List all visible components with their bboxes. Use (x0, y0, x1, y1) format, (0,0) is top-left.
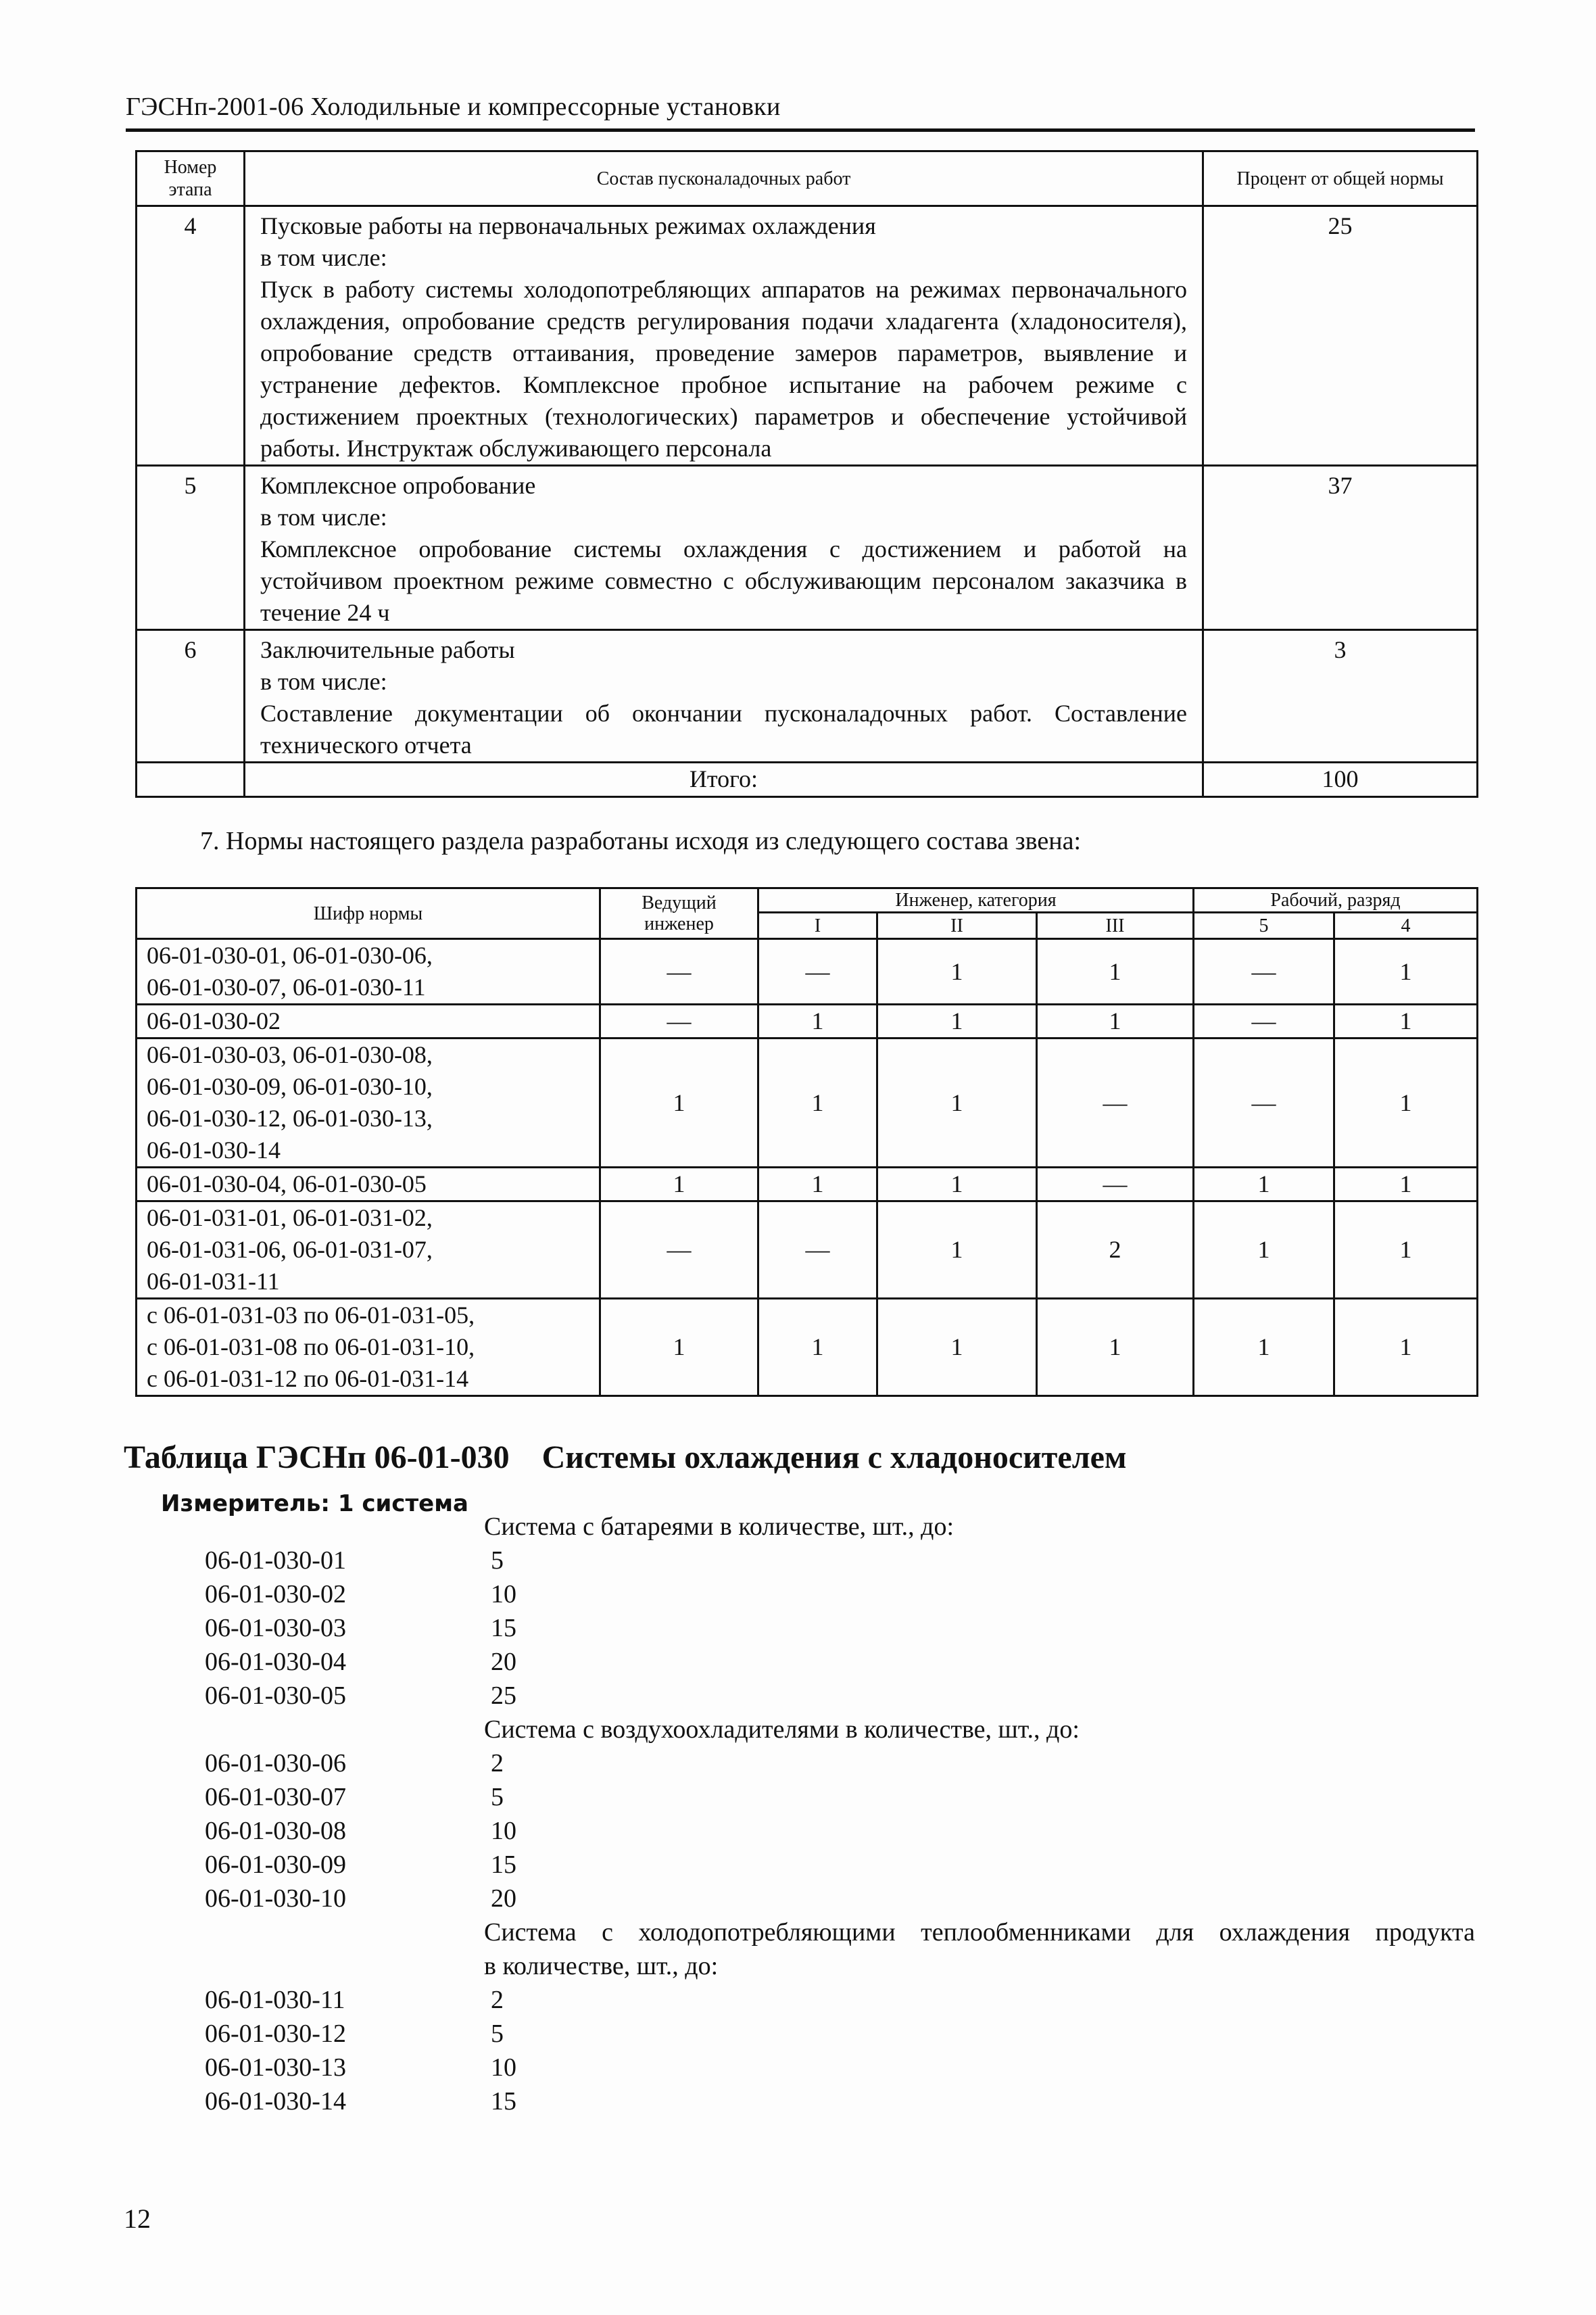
norm-code: 06-01-030-10 (205, 1884, 346, 1913)
norm-code: 06-01-030-05 (205, 1681, 346, 1710)
stage-sub: в том числе: (260, 668, 387, 695)
total-label: Итого: (245, 763, 1203, 797)
lead-engineer-count: 1 (600, 1299, 758, 1396)
stages-header-row (137, 151, 1478, 206)
norm-code-line: 06-01-030-02 (147, 1007, 281, 1034)
norm-code-line: 06-01-030-14 (147, 1137, 281, 1164)
crew-row (137, 939, 1478, 1005)
norm-code-line: 06-01-030-01, 06-01-030-06, (147, 942, 433, 969)
engineer-cat-1-count: — (758, 939, 877, 1005)
stage-title: Пусковые работы на первоначальных режимах охлаждения (260, 212, 876, 239)
engineer-cat-3-count: 2 (1037, 1201, 1194, 1299)
norm-code-line: 06-01-030-07, 06-01-030-11 (147, 974, 426, 1001)
crew-row (137, 1039, 1478, 1168)
running-header: ГЭСНп-2001-06 Холодильные и компрессорные установки (126, 93, 781, 121)
stage-body: Пуск в работу системы холодопотребляющих аппаратов на режимах первоначального охлаждения, опробование средств регулирования подачи хладагента (хладоносителя), опробование средств оттаивания, проведение замеров параметров, выявление и устранение дефектов. Комплексное пробное испытание на рабочем режиме с достижением проектных (технологических) параметров и обеспечение устойчивой работы. Инструктаж обслуживающего персонала (260, 276, 1187, 462)
col-category-2: II (877, 913, 1037, 939)
stage-percent: 25 (1203, 206, 1478, 466)
col-stage-number-line2: этапа (168, 179, 212, 200)
crew-row (137, 1299, 1478, 1396)
engineer-cat-2-count: 1 (877, 1168, 1037, 1201)
stage-content (245, 206, 1203, 466)
crew-row (137, 1201, 1478, 1299)
group-heading: Система с воздухоохладителями в количестве, шт., до: (484, 1715, 1080, 1744)
norm-value: 5 (491, 2020, 504, 2048)
group-heading-line2: в количестве, шт., до: (484, 1952, 719, 1980)
norm-code: 06-01-030-08 (205, 1817, 346, 1845)
col-work-content: Состав пусконаладочных работ (245, 151, 1203, 206)
stage-percent: 37 (1203, 466, 1478, 630)
worker-grade-5-count: — (1194, 1039, 1334, 1168)
paragraph-7: 7. Нормы настоящего раздела разработаны исходя из следующего состава звена: (200, 827, 1082, 855)
engineer-cat-3-count: — (1037, 1168, 1194, 1201)
engineer-cat-1-count: 1 (758, 1005, 877, 1039)
stage-row (137, 466, 1478, 630)
col-stage-number (137, 151, 245, 206)
norm-codes-cell (137, 1168, 600, 1201)
group-heading: Система с батареями в количестве, шт., до: (484, 1512, 954, 1541)
norm-code: 06-01-030-06 (205, 1749, 346, 1777)
stage-percent: 3 (1203, 630, 1478, 763)
norm-code: 06-01-030-04 (205, 1648, 346, 1676)
lead-engineer-count: 1 (600, 1039, 758, 1168)
col-lead-engineer-line2: инженер (644, 913, 714, 934)
engineer-cat-1-count: 1 (758, 1299, 877, 1396)
norm-code-line: с 06-01-031-03 по 06-01-031-05, (147, 1302, 475, 1329)
group-heading-line1: Система с холодопотребляющими теплообменниками для охлаждения продукта (484, 1918, 1475, 1947)
page-number: 12 (124, 2203, 151, 2234)
norm-value: 20 (491, 1884, 516, 1913)
stage-sub: в том числе: (260, 504, 387, 531)
col-category-3: III (1037, 913, 1194, 939)
norm-code-line: 06-01-030-04, 06-01-030-05 (147, 1170, 427, 1197)
worker-grade-4-count: 1 (1334, 1005, 1478, 1039)
crew-body (137, 939, 1478, 1396)
stage-title: Заключительные работы (260, 636, 515, 663)
col-norm-code: Шифр нормы (137, 888, 600, 939)
norm-value: 2 (491, 1749, 504, 1777)
engineer-cat-2-count: 1 (877, 1005, 1037, 1039)
stage-title: Комплексное опробование (260, 472, 536, 499)
total-row (137, 763, 1478, 797)
norm-codes-cell (137, 1201, 600, 1299)
stage-row (137, 630, 1478, 763)
engineer-cat-3-count: — (1037, 1039, 1194, 1168)
stage-number: 6 (137, 630, 245, 763)
lead-engineer-count: — (600, 939, 758, 1005)
norm-value: 10 (491, 1580, 516, 1608)
lead-engineer-count: 1 (600, 1168, 758, 1201)
crew-row (137, 1168, 1478, 1201)
engineer-cat-3-count: 1 (1037, 1005, 1194, 1039)
engineer-cat-3-count: 1 (1037, 939, 1194, 1005)
norm-value: 20 (491, 1648, 516, 1676)
norm-value: 10 (491, 2053, 516, 2082)
col-lead-engineer-line1: Ведущий (642, 892, 717, 913)
stage-number: 4 (137, 206, 245, 466)
engineer-cat-2-count: 1 (877, 1299, 1037, 1396)
norm-codes-cell (137, 1299, 600, 1396)
stage-body: Комплексное опробование системы охлаждения с достижением и работой на устойчивом проектном режиме совместно с обслуживающим персоналом заказчика в течение 24 ч (260, 535, 1187, 626)
norm-codes-cell (137, 1039, 600, 1168)
total-value: 100 (1203, 763, 1478, 797)
norm-value: 2 (491, 1986, 504, 2014)
norm-code: 06-01-030-02 (205, 1580, 346, 1608)
stage-body: Составление документации об окончании пусконаладочных работ. Составление технического отчета (260, 700, 1187, 759)
engineer-cat-2-count: 1 (877, 1201, 1037, 1299)
engineer-cat-1-count: 1 (758, 1168, 877, 1201)
crew-table (135, 887, 1478, 1397)
total-empty-cell (137, 763, 245, 797)
stage-number: 5 (137, 466, 245, 630)
norm-code: 06-01-030-03 (205, 1614, 346, 1642)
norm-code: 06-01-030-13 (205, 2053, 346, 2082)
norm-codes-cell (137, 1005, 600, 1039)
norm-value: 15 (491, 2087, 516, 2116)
norm-value: 25 (491, 1681, 516, 1710)
norm-value: 5 (491, 1546, 504, 1575)
norm-value: 15 (491, 1851, 516, 1879)
worker-grade-4-count: 1 (1334, 1201, 1478, 1299)
col-category-1: I (758, 913, 877, 939)
header-rule (126, 128, 1475, 132)
table-title: Таблица ГЭСНп 06-01-030 Системы охлаждения с хладоносителем (124, 1439, 1127, 1475)
col-lead-engineer (600, 888, 758, 939)
worker-grade-4-count: 1 (1334, 1168, 1478, 1201)
stage-sub: в том числе: (260, 244, 387, 271)
lead-engineer-count: — (600, 1005, 758, 1039)
worker-grade-4-count: 1 (1334, 1039, 1478, 1168)
norm-code-line: 06-01-031-11 (147, 1268, 280, 1295)
stages-table (135, 150, 1478, 798)
crew-row (137, 1005, 1478, 1039)
engineer-cat-2-count: 1 (877, 939, 1037, 1005)
col-grade-5: 5 (1194, 913, 1334, 939)
worker-grade-5-count: — (1194, 939, 1334, 1005)
engineer-cat-1-count: 1 (758, 1039, 877, 1168)
col-engineer-category: Инженер, категория (758, 888, 1194, 913)
norm-code-line: 06-01-031-06, 06-01-031-07, (147, 1236, 433, 1263)
stage-content (245, 630, 1203, 763)
crew-header-row (137, 888, 1478, 913)
col-stage-number-line1: Номер (164, 157, 217, 178)
norm-code-line: с 06-01-031-12 по 06-01-031-14 (147, 1365, 469, 1392)
col-percent: Процент от общей нормы (1203, 151, 1478, 206)
norm-code: 06-01-030-09 (205, 1851, 346, 1879)
engineer-cat-1-count: — (758, 1201, 877, 1299)
norm-code-line: 06-01-031-01, 06-01-031-02, (147, 1204, 433, 1231)
norm-value: 15 (491, 1614, 516, 1642)
col-grade-4: 4 (1334, 913, 1478, 939)
worker-grade-5-count: 1 (1194, 1299, 1334, 1396)
worker-grade-4-count: 1 (1334, 1299, 1478, 1396)
norm-code: 06-01-030-01 (205, 1546, 346, 1575)
engineer-cat-2-count: 1 (877, 1039, 1037, 1168)
worker-grade-5-count: 1 (1194, 1168, 1334, 1201)
col-worker-grade: Рабочий, разряд (1194, 888, 1478, 913)
norm-code: 06-01-030-12 (205, 2020, 346, 2048)
stage-row (137, 206, 1478, 466)
norm-code: 06-01-030-14 (205, 2087, 346, 2116)
worker-grade-4-count: 1 (1334, 939, 1478, 1005)
norm-value: 5 (491, 1783, 504, 1811)
norm-code-line: 06-01-030-03, 06-01-030-08, (147, 1041, 433, 1068)
stage-content (245, 466, 1203, 630)
norm-code-line: с 06-01-031-08 по 06-01-031-10, (147, 1333, 475, 1360)
lead-engineer-count: — (600, 1201, 758, 1299)
norm-code: 06-01-030-07 (205, 1783, 346, 1811)
worker-grade-5-count: 1 (1194, 1201, 1334, 1299)
norm-code-line: 06-01-030-09, 06-01-030-10, (147, 1073, 433, 1100)
norm-value: 10 (491, 1817, 516, 1845)
measure-unit: Измеритель: 1 система (161, 1490, 468, 1517)
engineer-cat-3-count: 1 (1037, 1299, 1194, 1396)
norm-code: 06-01-030-11 (205, 1986, 345, 2014)
worker-grade-5-count: — (1194, 1005, 1334, 1039)
norm-codes-cell (137, 939, 600, 1005)
norm-code-line: 06-01-030-12, 06-01-030-13, (147, 1105, 433, 1132)
